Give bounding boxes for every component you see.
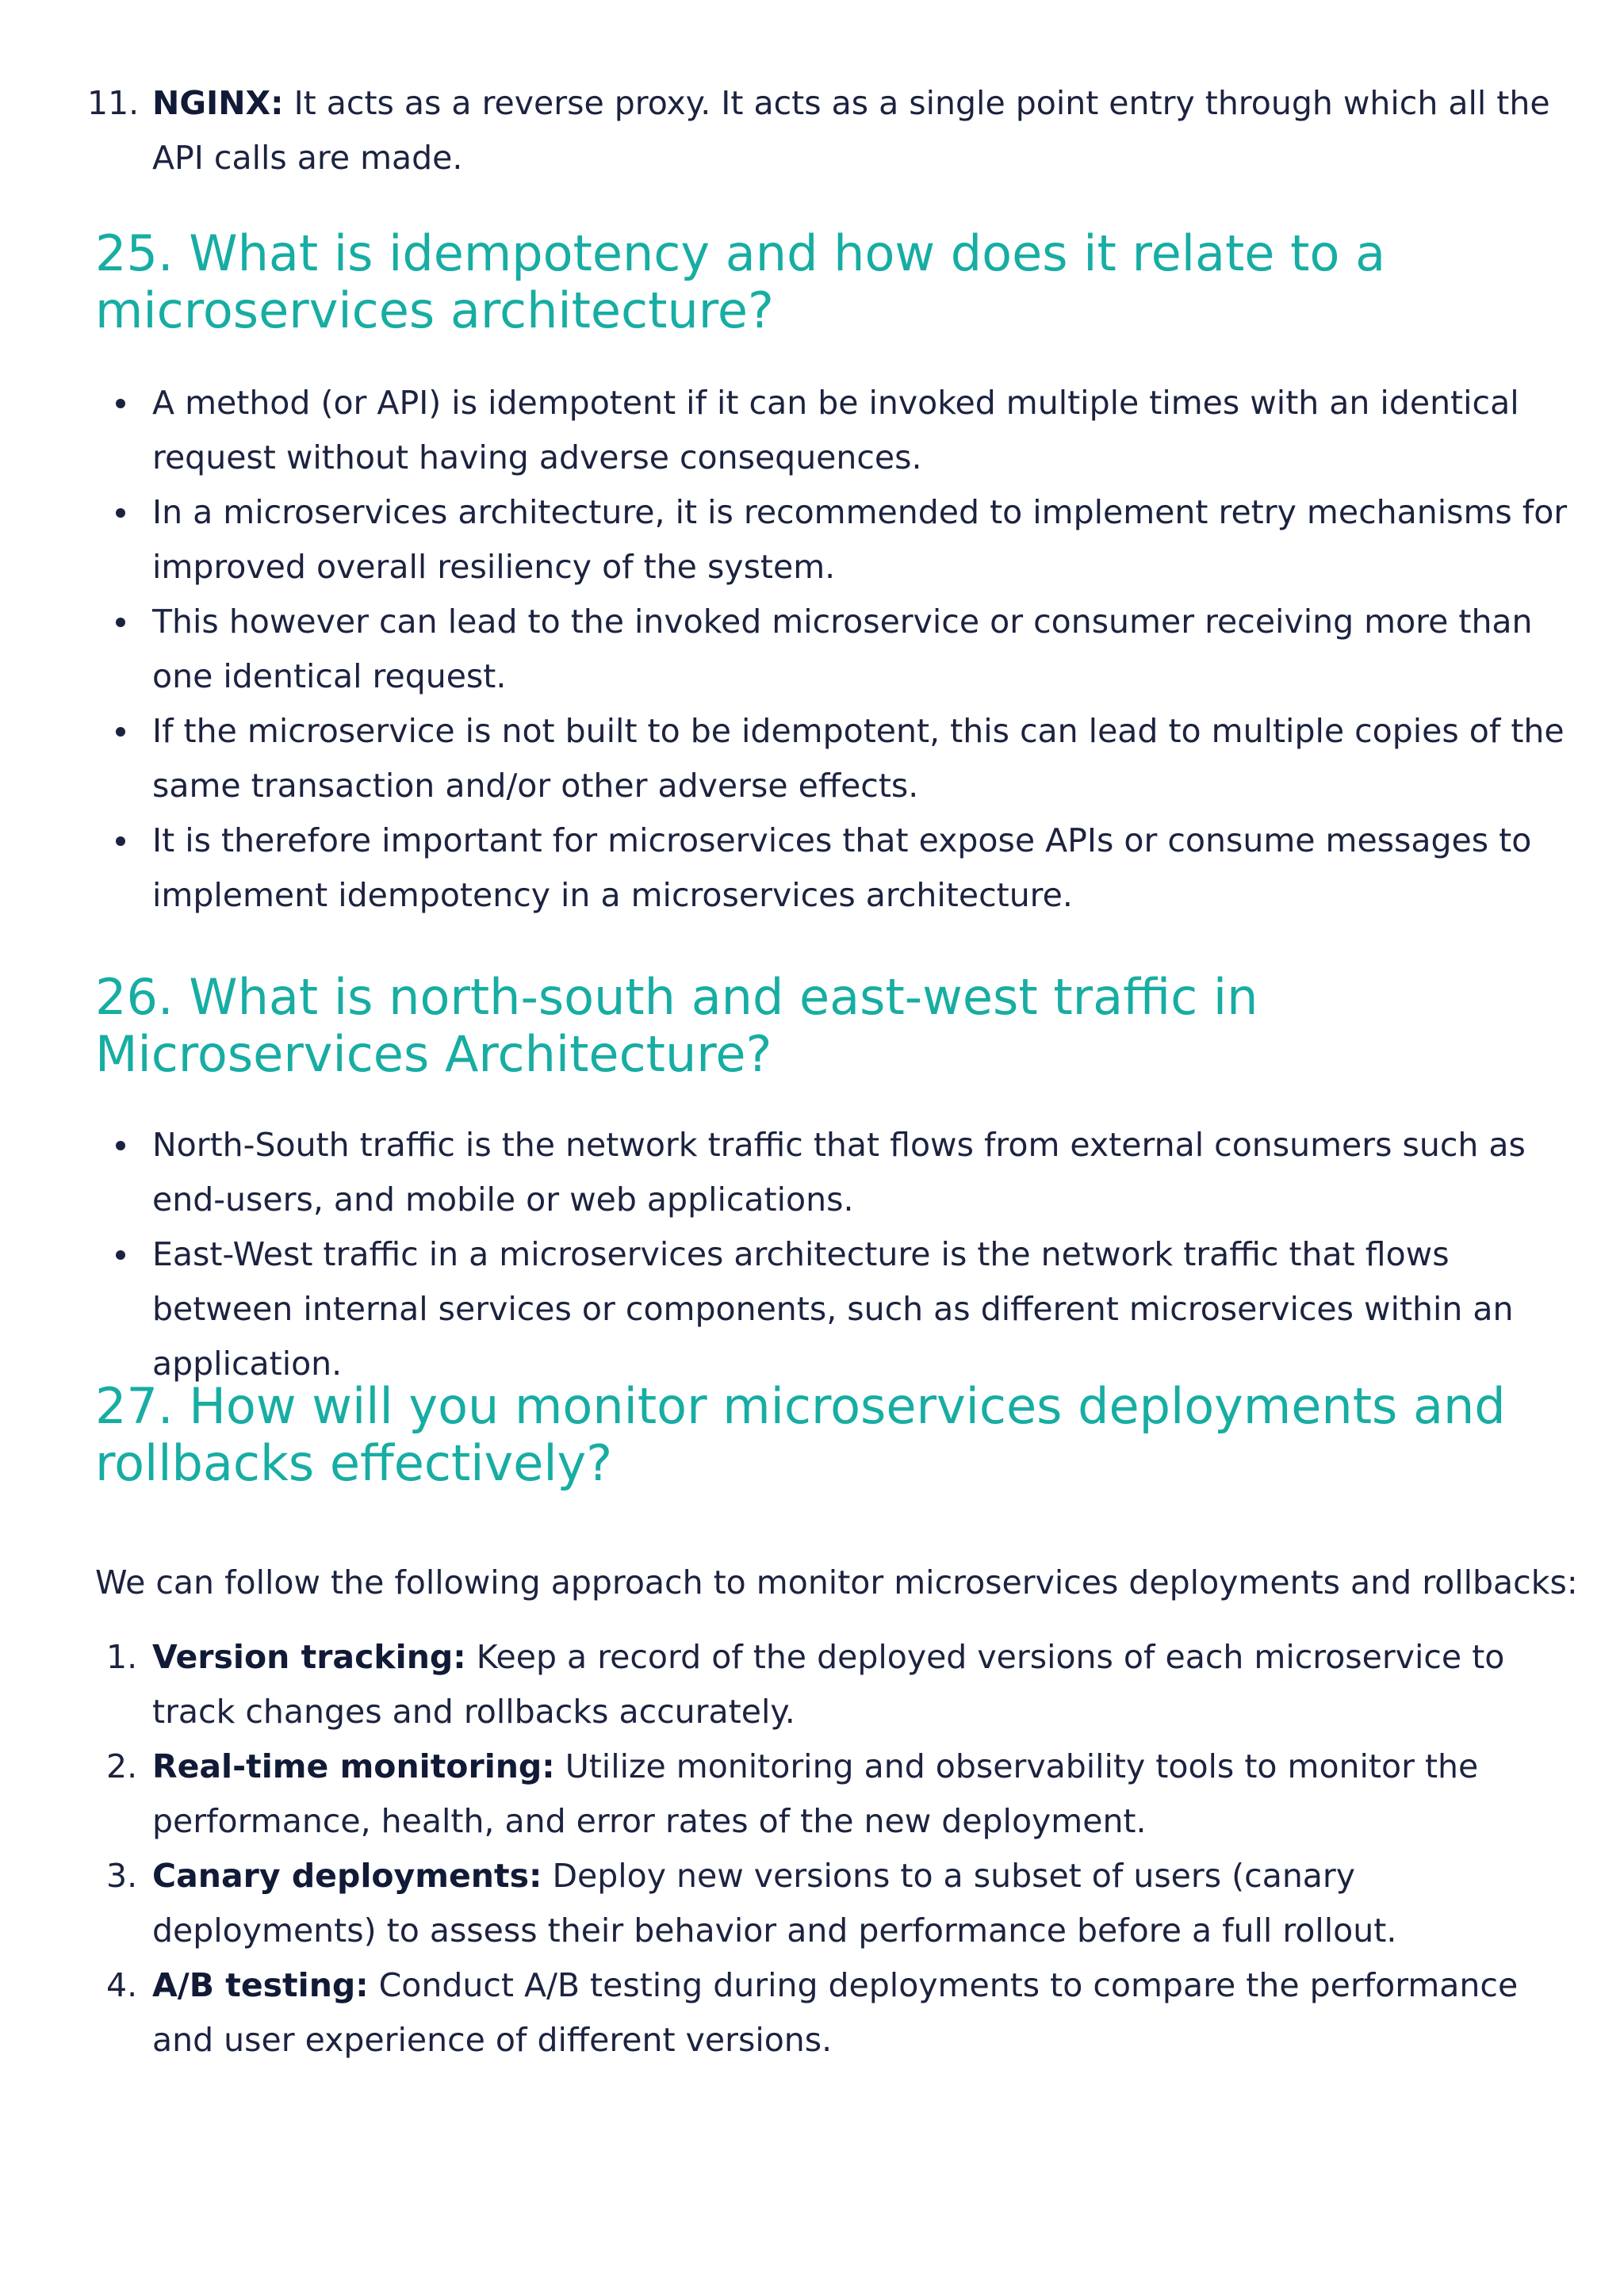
list-item-real-time-monitoring bbox=[95, 1739, 1570, 1849]
list-item-ab-testing bbox=[95, 1958, 1570, 2068]
question-26-bullet-list bbox=[95, 1118, 1570, 1391]
bullet-text: North-South traffic is the network traffic that flows from external consumers such as end-users, and mobile or web applications. bbox=[152, 1126, 1526, 1219]
bullet-dot bbox=[116, 399, 125, 408]
bullet-text: If the microservice is not built to be idempotent, this can lead to multiple copies of the same transaction and/or other adverse effects. bbox=[152, 712, 1565, 805]
list-item-text: Utilize monitoring and observability tools to monitor the performance, health, and error rates of the new deployment. bbox=[152, 1747, 1479, 1840]
list-item-canary-deployments bbox=[95, 1849, 1570, 1958]
question-27-heading: 27. How will you monitor microservices deployments and rollbacks effectively? bbox=[95, 1377, 1506, 1492]
bullet-dot bbox=[116, 836, 125, 846]
question-27-intro: We can follow the following approach to monitor microservices deployments and rollbacks: bbox=[95, 1563, 1578, 1601]
list-number: 2. bbox=[106, 1747, 138, 1785]
list-item-text: Keep a record of the deployed versions of each microservice to track changes and rollbacks accurately. bbox=[152, 1638, 1505, 1731]
bullet-text: It is therefore important for microservices that expose APIs or consume messages to implement idempotency in a microservices architecture. bbox=[152, 821, 1532, 914]
list-item-term: Version tracking: bbox=[152, 1638, 466, 1676]
bullet-dot bbox=[116, 618, 125, 627]
list-item-text: It acts as a reverse proxy. It acts as a single point entry through which all the API calls are made. bbox=[152, 84, 1550, 177]
list-item-term: NGINX: bbox=[152, 84, 284, 122]
bullet-dot bbox=[116, 1250, 125, 1260]
list-number: 3. bbox=[106, 1857, 138, 1895]
list-item-text: Conduct A/B testing during deployments to compare the performance and user experience of different versions. bbox=[152, 1966, 1519, 2059]
bullet-item bbox=[95, 485, 1570, 595]
list-item-text: Deploy new versions to a subset of users (canary deployments) to assess their behavior and performance before a full rollout. bbox=[152, 1857, 1397, 1950]
list-item-nginx bbox=[87, 76, 1570, 186]
question-25-bullet-list bbox=[95, 376, 1570, 923]
bullet-item bbox=[95, 376, 1570, 485]
question-26-heading: 26. What is north-south and east-west traffic in Microservices Architecture? bbox=[95, 968, 1258, 1083]
list-number: 4. bbox=[106, 1966, 138, 2004]
list-item-term: A/B testing: bbox=[152, 1966, 369, 2004]
bullet-item bbox=[95, 704, 1570, 813]
bullet-item bbox=[95, 1118, 1570, 1227]
question-25-heading: 25. What is idempotency and how does it relate to a microservices architecture? bbox=[95, 224, 1386, 339]
bullet-text: This however can lead to the invoked microservice or consumer receiving more than one identical request. bbox=[152, 603, 1533, 695]
list-item-version-tracking bbox=[95, 1630, 1570, 1739]
bullet-dot bbox=[116, 1141, 125, 1150]
list-number: 1. bbox=[106, 1638, 138, 1676]
bullet-item bbox=[95, 1227, 1570, 1391]
list-item-term: Real-time monitoring: bbox=[152, 1747, 555, 1785]
bullet-item bbox=[95, 813, 1570, 923]
bullet-text: A method (or API) is idempotent if it can be invoked multiple times with an identical request without having adverse consequences. bbox=[152, 384, 1519, 476]
bullet-item bbox=[95, 595, 1570, 704]
bullet-dot bbox=[116, 508, 125, 518]
question-27-numbered-list bbox=[95, 1630, 1570, 2068]
list-item-term: Canary deployments: bbox=[152, 1857, 542, 1895]
list-number: 11. bbox=[87, 84, 140, 122]
bullet-dot bbox=[116, 727, 125, 737]
bullet-text: In a microservices architecture, it is recommended to implement retry mechanisms for improved overall resiliency of the system. bbox=[152, 493, 1568, 586]
bullet-text: East-West traffic in a microservices architecture is the network traffic that flows between internal services or components, such as different microservices within an application. bbox=[152, 1235, 1514, 1383]
tools-list-continued bbox=[87, 76, 1570, 186]
